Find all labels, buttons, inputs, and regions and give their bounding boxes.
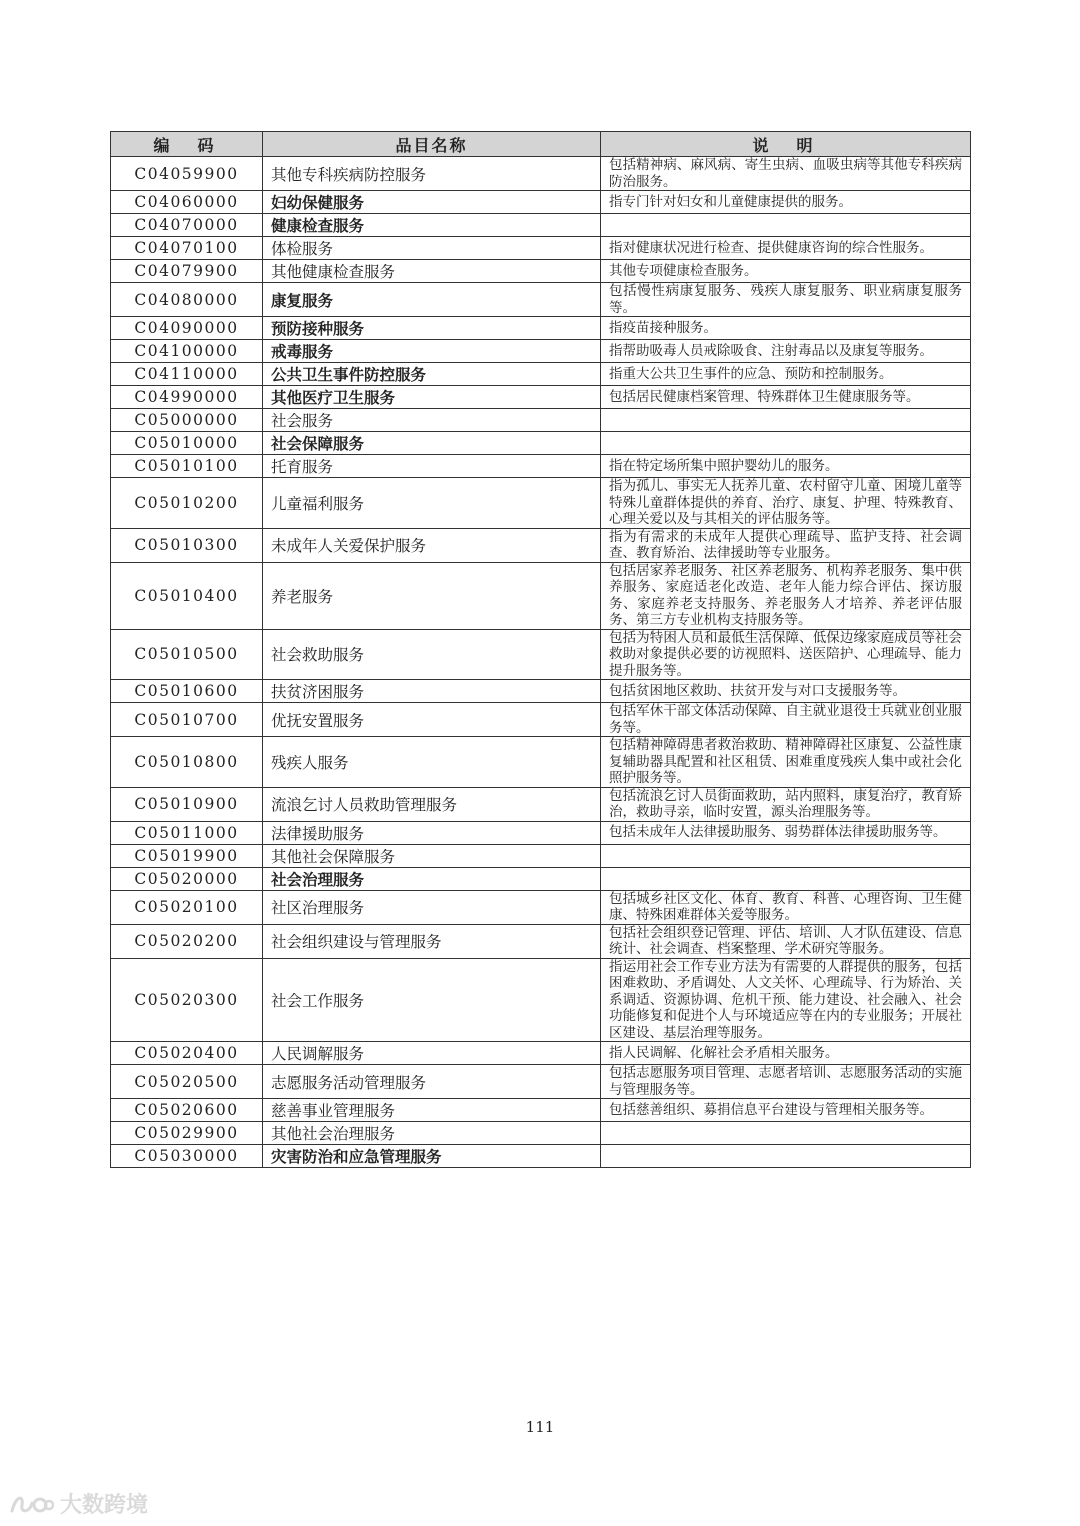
item-code: C05010000 (111, 432, 263, 455)
item-description: 指为孤儿、事实无人抚养儿童、农村留守儿童、困境儿童等特殊儿童群体提供的养育、治疗、康复、护理、特殊教育、心理关爱以及与其相关的评估服务等。 (601, 478, 971, 529)
item-name: 妇幼保健服务 (263, 191, 601, 214)
page-number: 111 (525, 1418, 555, 1436)
table-row (111, 562, 971, 629)
header-desc: 说 明 (601, 132, 971, 157)
item-code: C05010700 (111, 703, 263, 737)
item-name: 优抚安置服务 (263, 703, 601, 737)
item-code: C04070100 (111, 237, 263, 260)
item-code: C05010200 (111, 478, 263, 529)
table-row (111, 958, 971, 1042)
item-description: 指对健康状况进行检查、提供健康咨询的综合性服务。 (601, 237, 971, 260)
item-description (601, 432, 971, 455)
table-row (111, 1099, 971, 1122)
item-code: C04070000 (111, 214, 263, 237)
item-code: C04110000 (111, 363, 263, 386)
item-code: C05020500 (111, 1065, 263, 1099)
item-description: 指在特定场所集中照护婴幼儿的服务。 (601, 455, 971, 478)
item-name: 流浪乞讨人员救助管理服务 (263, 787, 601, 821)
item-description: 包括贫困地区救助、扶贫开发与对口支援服务等。 (601, 680, 971, 703)
table-row (111, 478, 971, 529)
table-row (111, 214, 971, 237)
table-row (111, 528, 971, 562)
item-name: 预防接种服务 (263, 317, 601, 340)
item-name: 其他医疗卫生服务 (263, 386, 601, 409)
item-code: C05000000 (111, 409, 263, 432)
item-description: 指帮助吸毒人员戒除吸食、注射毒品以及康复等服务。 (601, 340, 971, 363)
table-row (111, 237, 971, 260)
table-header-row (111, 132, 971, 157)
item-code: C04100000 (111, 340, 263, 363)
table-row (111, 1042, 971, 1065)
item-code: C04990000 (111, 386, 263, 409)
item-name: 其他社会保障服务 (263, 844, 601, 867)
item-code: C05020000 (111, 867, 263, 890)
item-description: 指疫苗接种服务。 (601, 317, 971, 340)
item-code: C05020200 (111, 924, 263, 958)
item-name: 其他专科疾病防控服务 (263, 157, 601, 191)
header-name: 品目名称 (263, 132, 601, 157)
item-code: C05010400 (111, 562, 263, 629)
item-code: C05011000 (111, 821, 263, 844)
item-name: 戒毒服务 (263, 340, 601, 363)
watermark (8, 1488, 148, 1519)
item-name: 康复服务 (263, 283, 601, 317)
table-row (111, 455, 971, 478)
item-description: 包括城乡社区文化、体育、教育、科普、心理咨询、卫生健康、特殊困难群体关爱等服务。 (601, 890, 971, 924)
item-description: 指重大公共卫生事件的应急、预防和控制服务。 (601, 363, 971, 386)
item-name: 扶贫济困服务 (263, 680, 601, 703)
item-code: C04080000 (111, 283, 263, 317)
item-description: 包括居家养老服务、社区养老服务、机构养老服务、集中供养服务、家庭适老化改造、老年人能力综合评估、探访服务、家庭养老支持服务、养老服务人才培养、养老评估服务、第三方专业机构支持服务等。 (601, 562, 971, 629)
item-description: 包括精神病、麻风病、寄生虫病、血吸虫病等其他专科疾病防治服务。 (601, 157, 971, 191)
table-row (111, 1145, 971, 1168)
item-code: C05010900 (111, 787, 263, 821)
table-row (111, 1122, 971, 1145)
item-description: 包括为特困人员和最低生活保障、低保边缘家庭成员等社会救助对象提供必要的访视照料、送医陪护、心理疏导、能力提升服务等。 (601, 629, 971, 680)
header-code: 编 码 (111, 132, 263, 157)
item-name: 社会救助服务 (263, 629, 601, 680)
item-description: 指人民调解、化解社会矛盾相关服务。 (601, 1042, 971, 1065)
item-code: C05030000 (111, 1145, 263, 1168)
table-row (111, 680, 971, 703)
table-row (111, 157, 971, 191)
table-row (111, 821, 971, 844)
item-code: C04060000 (111, 191, 263, 214)
item-description (601, 214, 971, 237)
item-name: 健康检查服务 (263, 214, 601, 237)
logo-icon (8, 1491, 54, 1517)
item-name: 社会治理服务 (263, 867, 601, 890)
item-name: 社会工作服务 (263, 958, 601, 1042)
item-description: 包括流浪乞讨人员街面救助，站内照料，康复治疗，教育矫治，救助寻亲，临时安置，源头治理服务等。 (601, 787, 971, 821)
item-code: C04090000 (111, 317, 263, 340)
item-code: C05020300 (111, 958, 263, 1042)
table-row (111, 260, 971, 283)
item-description: 包括精神障碍患者救治救助、精神障碍社区康复、公益性康复辅助器具配置和社区租赁、困难重度残疾人集中或社会化照护服务等。 (601, 737, 971, 788)
item-description: 指为有需求的未成年人提供心理疏导、监护支持、社会调查、教育矫治、法律援助等专业服务。 (601, 528, 971, 562)
item-description: 包括慢性病康复服务、残疾人康复服务、职业病康复服务等。 (601, 283, 971, 317)
item-code: C05010500 (111, 629, 263, 680)
item-description (601, 1145, 971, 1168)
item-description: 包括志愿服务项目管理、志愿者培训、志愿服务活动的实施与管理服务等。 (601, 1065, 971, 1099)
item-code: C05010800 (111, 737, 263, 788)
item-code: C04059900 (111, 157, 263, 191)
item-name: 体检服务 (263, 237, 601, 260)
item-name: 慈善事业管理服务 (263, 1099, 601, 1122)
item-name: 社会服务 (263, 409, 601, 432)
table-row (111, 409, 971, 432)
item-name: 灾害防治和应急管理服务 (263, 1145, 601, 1168)
item-name: 儿童福利服务 (263, 478, 601, 529)
table-row (111, 432, 971, 455)
table-row (111, 283, 971, 317)
table-row (111, 867, 971, 890)
table-row (111, 191, 971, 214)
item-code: C05020600 (111, 1099, 263, 1122)
table-row (111, 629, 971, 680)
table-row (111, 317, 971, 340)
item-description (601, 1122, 971, 1145)
item-code: C05019900 (111, 844, 263, 867)
table-row (111, 703, 971, 737)
item-description: 包括慈善组织、募捐信息平台建设与管理相关服务等。 (601, 1099, 971, 1122)
item-name: 残疾人服务 (263, 737, 601, 788)
item-name: 其他健康检查服务 (263, 260, 601, 283)
item-description: 包括社会组织登记管理、评估、培训、人才队伍建设、信息统计、社会调查、档案整理、学术研究等服务。 (601, 924, 971, 958)
table-row (111, 787, 971, 821)
item-name: 社会保障服务 (263, 432, 601, 455)
item-code: C05010100 (111, 455, 263, 478)
item-name: 法律援助服务 (263, 821, 601, 844)
item-name: 养老服务 (263, 562, 601, 629)
item-description (601, 409, 971, 432)
table-row (111, 340, 971, 363)
item-description: 其他专项健康检查服务。 (601, 260, 971, 283)
item-name: 未成年人关爱保护服务 (263, 528, 601, 562)
catalog-table (110, 131, 971, 1168)
table-row (111, 924, 971, 958)
item-code: C05020100 (111, 890, 263, 924)
item-name: 社会组织建设与管理服务 (263, 924, 601, 958)
item-name: 其他社会治理服务 (263, 1122, 601, 1145)
item-name: 人民调解服务 (263, 1042, 601, 1065)
table-row (111, 890, 971, 924)
table-row (111, 737, 971, 788)
item-code: C05010300 (111, 528, 263, 562)
item-code: C04079900 (111, 260, 263, 283)
item-description: 指运用社会工作专业方法为有需要的人群提供的服务，包括困难救助、矛盾调处、人文关怀、心理疏导、行为矫治、关系调适、资源协调、危机干预、能力建设、社会融入、社会功能修复和促进个人与环境适应等在内的专业服务；开展社区建设、基层治理等服务。 (601, 958, 971, 1042)
watermark-text: 大数跨境 (60, 1493, 149, 1518)
item-code: C05010600 (111, 680, 263, 703)
item-name: 托育服务 (263, 455, 601, 478)
table-row (111, 386, 971, 409)
item-description (601, 844, 971, 867)
item-description: 指专门针对妇女和儿童健康提供的服务。 (601, 191, 971, 214)
item-code: C05020400 (111, 1042, 263, 1065)
item-description (601, 867, 971, 890)
table-row (111, 844, 971, 867)
table-row (111, 1065, 971, 1099)
item-description: 包括军休干部文体活动保障、自主就业退役士兵就业创业服务等。 (601, 703, 971, 737)
item-name: 社区治理服务 (263, 890, 601, 924)
table-row (111, 363, 971, 386)
item-description: 包括居民健康档案管理、特殊群体卫生健康服务等。 (601, 386, 971, 409)
item-description: 包括未成年人法律援助服务、弱势群体法律援助服务等。 (601, 821, 971, 844)
item-code: C05029900 (111, 1122, 263, 1145)
item-name: 志愿服务活动管理服务 (263, 1065, 601, 1099)
item-name: 公共卫生事件防控服务 (263, 363, 601, 386)
